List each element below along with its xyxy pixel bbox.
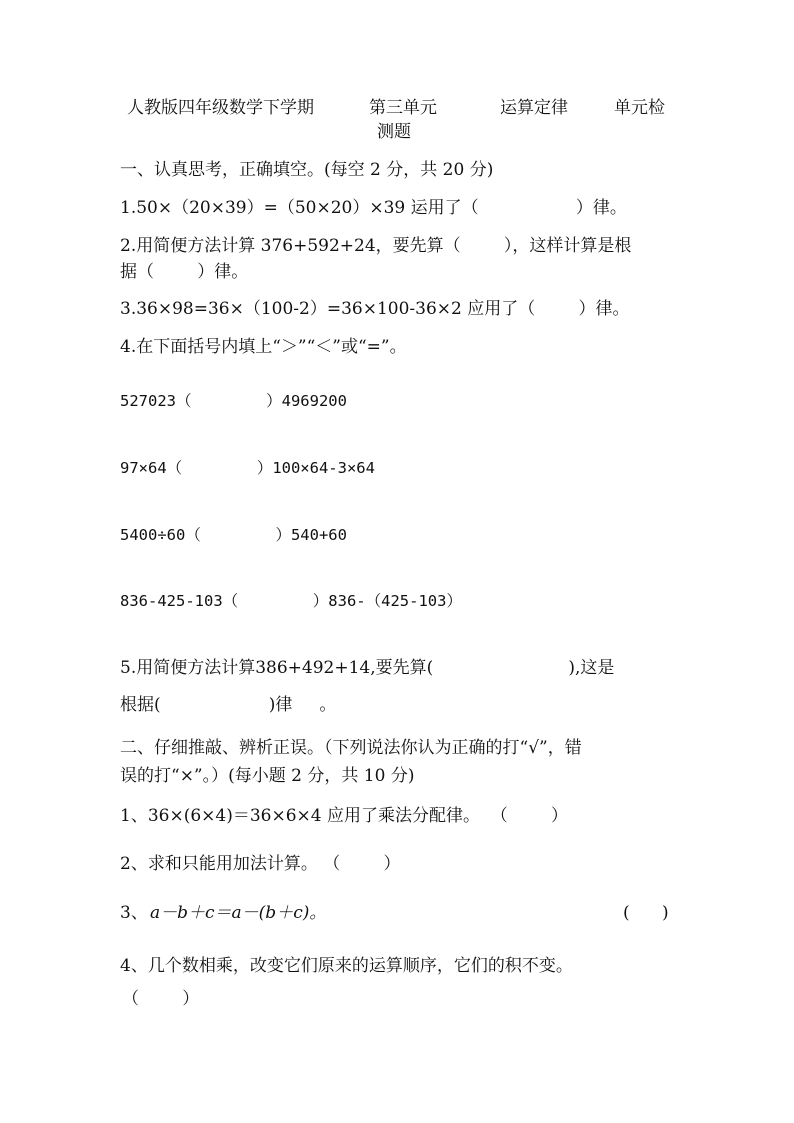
title-line-2: 测题: [377, 122, 411, 142]
title-part-1: 人教版四年级数学下学期: [127, 98, 314, 118]
section2-heading-line-1: 二、仔细推敲、辨析正误。（下列说法你认为正确的打“√”，错: [120, 738, 582, 758]
section1-heading: 一、认真思考，正确填空。(每空 2 分，共 20 分): [120, 160, 494, 180]
judge-item-1: 1、36×(6×4)＝36×6×4 应用了乘法分配律。 （ ）: [120, 806, 569, 826]
question-2-line-2: 据（ ）律。: [120, 262, 249, 282]
judge-item-4: 4、几个数相乘，改变它们原来的运算顺序，它们的积不变。: [120, 956, 573, 976]
question-3: 3.36×98=36×（100-2）=36×100-36×2 应用了（ ）律。: [120, 299, 630, 319]
title-part-2: 第三单元: [369, 98, 437, 118]
question-5-line-1: 5.用简便方法计算386+492+14,要先算( ),这是: [120, 658, 615, 678]
title-part-4: 单元检: [614, 98, 665, 118]
comparison-4: 836-425-103（ ）836-（425-103）: [120, 592, 462, 610]
comparison-2: 97×64（ ）100×64-3×64: [120, 459, 375, 477]
judge-item-2: 2、求和只能用加法计算。 （ ）: [120, 854, 401, 874]
judge-item-3-bracket: ( ): [623, 903, 669, 923]
comparison-3: 5400÷60（ ）540+60: [120, 526, 347, 544]
title-part-3: 运算定律: [500, 98, 568, 118]
question-2-line-1: 2.用简便方法计算 376+592+24，要先算（ ），这样计算是根: [120, 236, 632, 256]
judge-item-3-formula: a－b＋c＝a－(b＋c)。: [150, 903, 327, 923]
comparison-1: 527023（ ）4969200: [120, 392, 347, 410]
question-4: 4.在下面括号内填上“＞”“＜”或“=”。: [120, 337, 407, 357]
question-5-line-2: 根据( )律 。: [120, 695, 337, 715]
question-1: 1.50×（20×39）=（50×20）×39 运用了（ ）律。: [120, 198, 627, 218]
section2-heading-line-2: 误的打“×”。）(每小题 2 分，共 10 分): [120, 766, 415, 786]
judge-item-3-number: 3、: [120, 903, 148, 923]
judge-item-4-bracket: （ ）: [122, 989, 200, 1009]
